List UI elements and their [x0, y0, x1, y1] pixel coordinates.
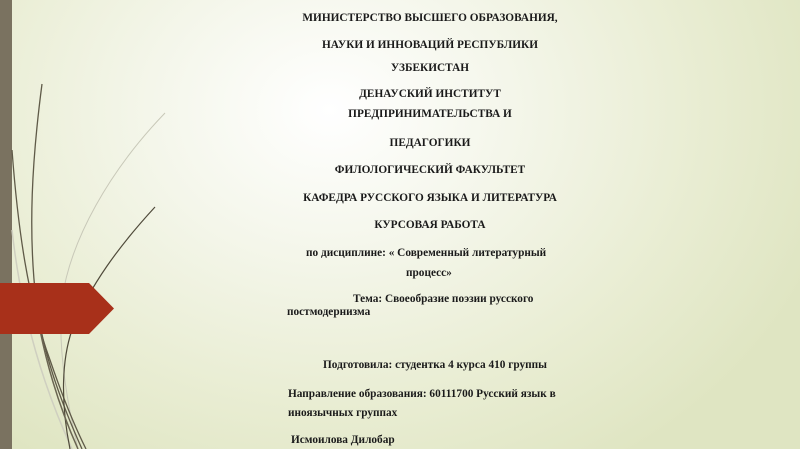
ministry-line-1: МИНИСТЕРСТВО ВЫСШЕГО ОБРАЗОВАНИЯ, [302, 12, 558, 24]
institute-line-3: ПЕДАГОГИКИ [389, 137, 471, 149]
decorative-curves-icon [0, 0, 200, 449]
direction-line-1: Направление образования: 60111700 Русский язык в [288, 388, 556, 400]
work-type-title: КУРСОВАЯ РАБОТА [374, 219, 486, 231]
prepared-by-line: Подготовила: студентка 4 курса 410 группы [323, 359, 547, 371]
institute-line-1: ДЕНАУСКИЙ ИНСТИТУТ [359, 88, 501, 100]
red-arrow-banner-icon [0, 283, 114, 334]
topic-line-1: Тема: Своеобразие поэзии русского [353, 293, 534, 305]
faculty-title: ФИЛОЛОГИЧЕСКИЙ ФАКУЛЬТЕТ [334, 164, 526, 176]
discipline-line-2: процесс» [406, 267, 452, 279]
ministry-line-2: НАУКИ И ИННОВАЦИЙ РЕСПУБЛИКИ [321, 39, 538, 51]
department-title: КАФЕДРА РУССКОГО ЯЗЫКА И ЛИТЕРАТУРА [303, 192, 557, 204]
student-name: Исмоилова Дилобар [291, 434, 395, 446]
ministry-line-3: УЗБЕКИСТАН [390, 62, 470, 74]
discipline-line-1: по дисциплине: « Современный литературный [306, 247, 547, 259]
institute-line-2: ПРЕДПРИНИМАТЕЛЬСТВА И [348, 108, 512, 120]
direction-line-2: иноязычных группах [288, 407, 398, 419]
topic-line-2: постмодернизма [287, 306, 371, 318]
